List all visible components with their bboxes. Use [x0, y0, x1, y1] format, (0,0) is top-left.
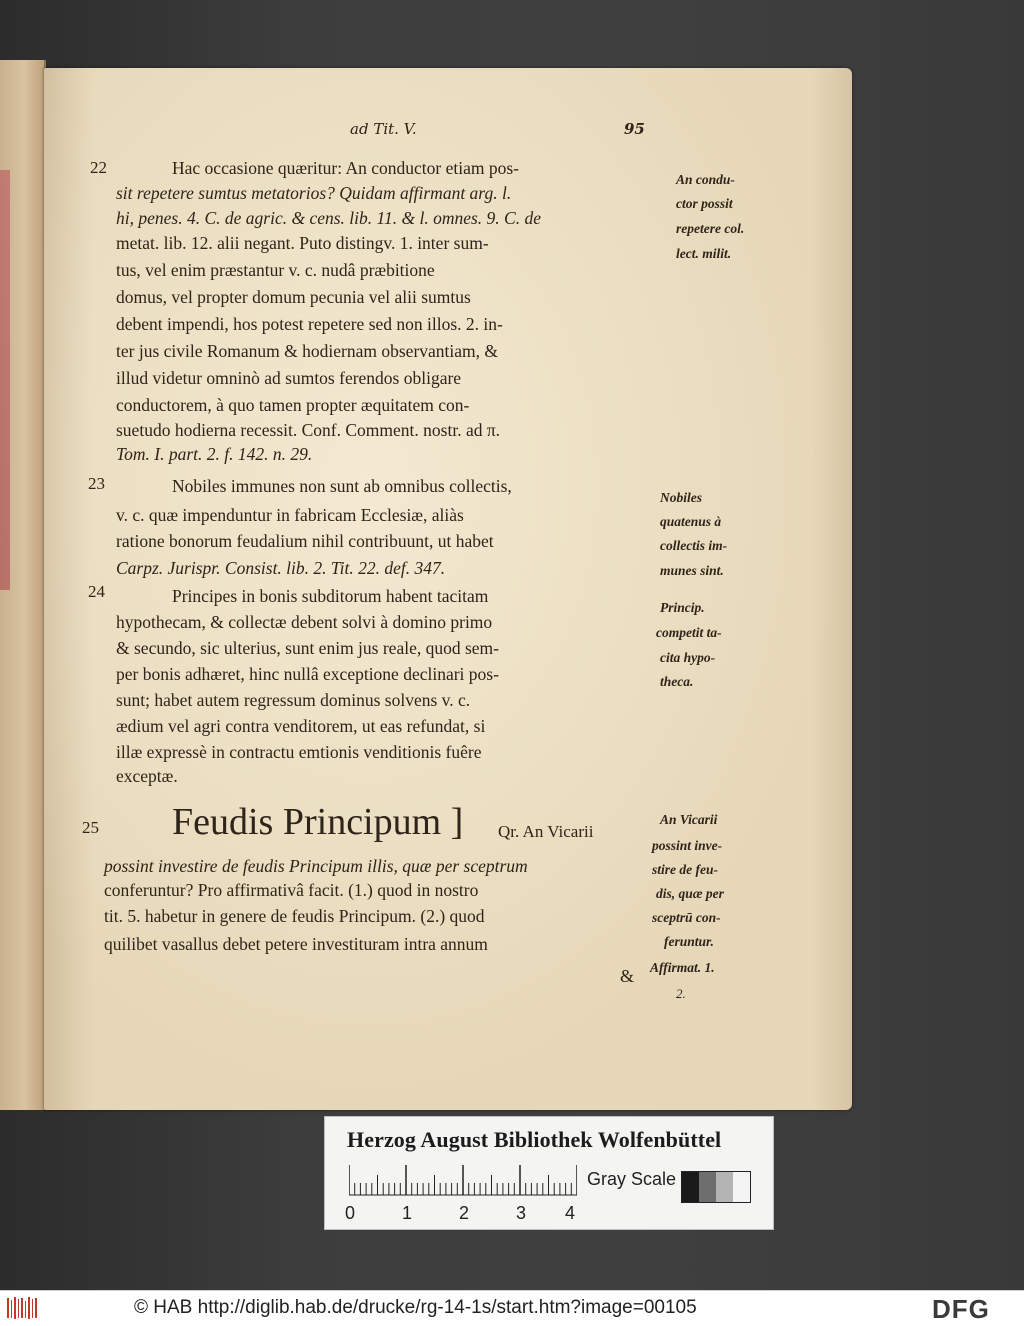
body-line: Hac occasione quæritur: An conductor etiam pos- — [172, 158, 519, 178]
body-line: debent impendi, hos potest repetere sed non illos. 2. in- — [116, 314, 503, 334]
scale-ruler — [349, 1165, 577, 1197]
body-line: illud videtur omninò ad sumtos ferendos obligare — [116, 368, 462, 388]
color-target-card — [324, 1116, 774, 1230]
body-line: hypothecam, & collectæ debent solvi à domino primo — [116, 612, 493, 632]
gray-swatch — [733, 1172, 750, 1202]
body-line: exceptæ. — [116, 766, 178, 786]
body-line: & secundo, sic ulterius, sunt enim jus reale, quod sem- — [116, 638, 499, 658]
margin-note: dis, quæ per — [656, 886, 724, 901]
ruler-number: 0 — [345, 1203, 356, 1223]
gray-scale-swatches — [681, 1171, 751, 1203]
body-line: Principes in bonis subditorum habent tacitam — [172, 586, 489, 606]
body-line: ratione bonorum feudalium nihil contribuunt, ut habet — [116, 531, 494, 551]
margin-note: ctor possit — [676, 196, 733, 211]
margin-note: Princip. — [660, 600, 705, 615]
margin-note: repetere col. — [676, 221, 745, 236]
gray-scale-label: Gray Scale — [587, 1169, 677, 1189]
lemma-heading: Feudis Principum ] — [172, 801, 464, 843]
gray-swatch — [682, 1172, 699, 1202]
margin-note: feruntur. — [664, 934, 714, 949]
paragraph-number: 25 — [82, 818, 99, 837]
ruler-number: 1 — [402, 1203, 413, 1223]
body-line: tus, vel enim præstantur v. c. nudâ præbitione — [116, 260, 435, 280]
margin-note: Affirmat. 1. — [650, 960, 715, 975]
running-head: ad Tit. V. — [350, 120, 417, 138]
body-line: sit repetere sumtus metatorios? Quidam affirmant arg. l. — [116, 183, 512, 203]
paragraph-number: 23 — [88, 474, 105, 493]
body-line: ter jus civile Romanum & hodiernam observantiam, & — [116, 341, 499, 361]
body-line: sunt; habet autem regressum dominus solvens v. c. — [116, 690, 471, 710]
body-line: Nobiles immunes non sunt ab omnibus collectis, — [172, 476, 512, 496]
body-line: conductorem, à quo tamen propter æquitatem con- — [116, 395, 470, 415]
body-line: quilibet vasallus debet petere investituram intra annum — [104, 934, 488, 954]
body-line: conferuntur? Pro affirmativâ facit. (1.) quod in nostro — [104, 880, 479, 900]
margin-note: possint inve- — [652, 838, 723, 853]
margin-note: quatenus à — [660, 514, 722, 529]
dfg-logo: DFG — [932, 1294, 990, 1324]
margin-note: An condu- — [676, 172, 735, 187]
ruler-number: 3 — [516, 1203, 527, 1223]
margin-note: cita hypo- — [660, 650, 716, 665]
page-edge-stain — [0, 170, 10, 590]
body-line: Carpz. Jurispr. Consist. lib. 2. Tit. 22. def. 347. — [116, 558, 446, 578]
ruler-number: 2 — [459, 1203, 470, 1223]
margin-note: competit ta- — [656, 625, 722, 640]
gray-swatch — [716, 1172, 733, 1202]
library-name: Herzog August Bibliothek Wolfenbüttel — [347, 1127, 722, 1152]
body-line: metat. lib. 12. alii negant. Puto distingv. 1. inter sum- — [116, 233, 489, 253]
lemma-question: Qr. An Vicarii — [498, 822, 594, 841]
body-line: illæ expressè in contractu emtionis venditionis fuêre — [116, 742, 482, 762]
margin-note: sceptrū con- — [652, 910, 721, 925]
margin-note: theca. — [660, 674, 694, 689]
paragraph-number: 22 — [90, 158, 107, 177]
gray-swatch — [699, 1172, 716, 1202]
body-line: per bonis adhæret, hinc nullâ exceptione declinari pos- — [116, 664, 499, 684]
paragraph-number: 24 — [88, 582, 105, 601]
margin-note: Nobiles — [660, 490, 702, 505]
body-line: v. c. quæ impenduntur in fabricam Ecclesiæ, aliàs — [116, 505, 464, 525]
margin-note: An Vicarii — [660, 812, 718, 827]
margin-note: lect. milit. — [676, 246, 732, 261]
margin-note: 2. — [676, 986, 686, 1001]
margin-note: stire de feu- — [652, 862, 718, 877]
footer-bar — [0, 1290, 1024, 1326]
page-number: 95 — [624, 120, 645, 138]
body-line: possint investire de feudis Principum illis, quæ per sceptrum — [104, 856, 528, 876]
margin-note: munes sint. — [660, 563, 724, 578]
margin-note: collectis im- — [660, 538, 728, 553]
body-line: domus, vel propter domum pecunia vel alii sumtus — [116, 287, 471, 307]
body-line: suetudo hodierna recessit. Conf. Comment. nostr. ad π. — [116, 420, 501, 440]
body-line: Tom. I. part. 2. f. 142. n. 29. — [116, 444, 313, 464]
body-line: hi, penes. 4. C. de agric. & cens. lib. 11. & l. omnes. 9. C. de — [116, 208, 541, 228]
ruler-number: 4 — [565, 1203, 576, 1223]
copyright-url[interactable]: © HAB http://diglib.hab.de/drucke/rg-14-1s/start.htm?image=00105 — [134, 1297, 697, 1318]
barcode-icon — [6, 1296, 40, 1320]
left-page-edge — [0, 60, 46, 1110]
body-line: ædium vel agri contra venditorem, ut eas refundat, si — [116, 716, 486, 736]
catchword: & — [620, 966, 635, 986]
body-line: tit. 5. habetur in genere de feudis Principum. (2.) quod — [104, 906, 485, 926]
